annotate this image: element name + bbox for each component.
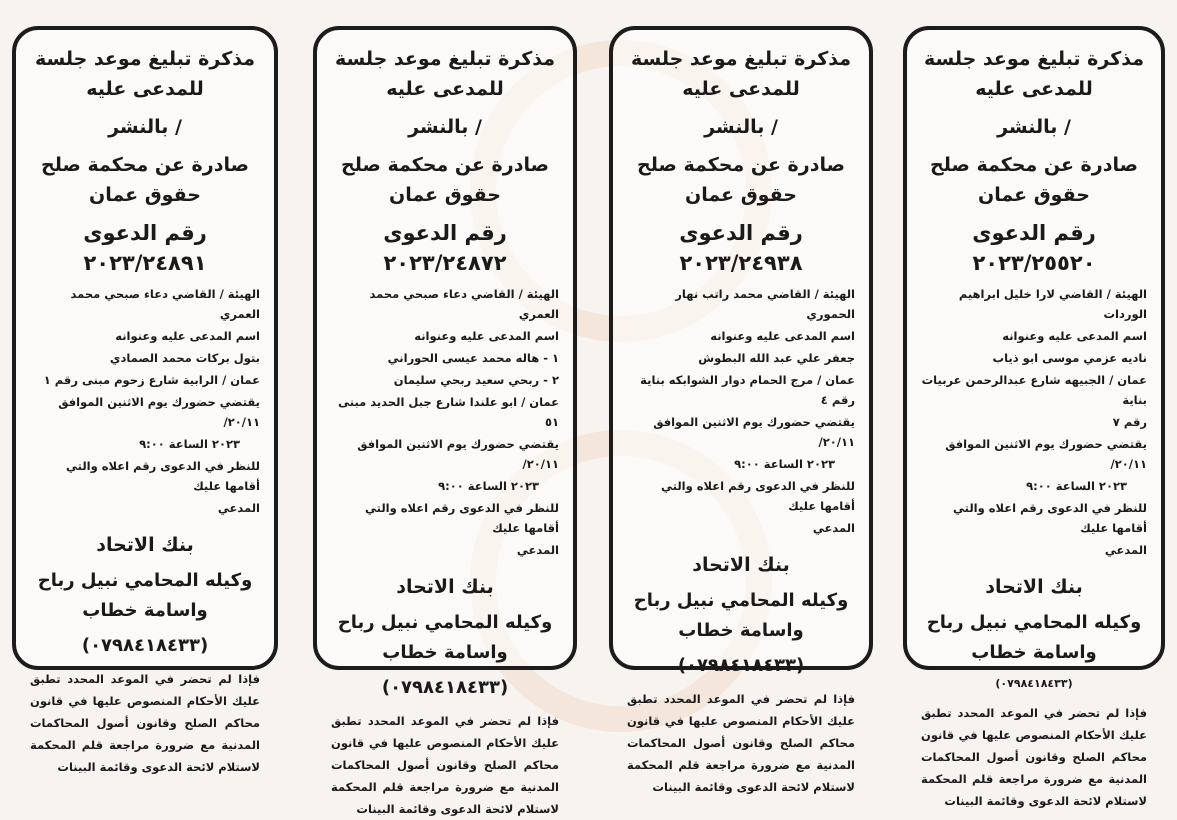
plaintiff-bank: بنك الاتحاد [96,534,194,556]
lawyer-phone: (٠٧٩٨٤١٨٤٣٣) [381,677,509,698]
defendant-address: عمان / ابو علندا شارع جبل الحديد مبنى ٥١ [338,395,559,429]
hearing-date: يقتضي حضورك يوم الاثنين الموافق ٢٠/١١/ [58,395,260,429]
lawyer-name: وكيله المحامي نبيل رباح واسامة خطاب [633,590,849,641]
lawyer-name: وكيله المحامي نبيل رباح واسامة خطاب [926,612,1142,663]
judge-line: الهيئة / القاضي دعاء صبحي محمد العمري [369,287,559,321]
judge-line: الهيئة / القاضي دعاء صبحي محمد العمري [70,287,260,321]
case-purpose: للنظر في الدعوى رقم اعلاه والتي أقامها عليك [365,501,559,535]
hearing-date: يقتضي حضورك يوم الاثنين الموافق ٢٠/١١/ [357,437,559,471]
case-number: رقم الدعوى ٢٠٢٣/٢٤٨٩١ [83,221,207,275]
defendant-heading: اسم المدعى عليه وعنوانه [414,329,559,343]
defendant-address-cont: رقم ٧ [1112,415,1147,429]
hearing-time: ٢٠٢٣ الساعة ٩:٠٠ [734,457,835,471]
notice-title-method: / بالنشر [997,116,1071,138]
defendant-address: عمان / الرابية شارع زحوم مبنى رقم ١ [43,373,260,387]
lawyer-name: وكيله المحامي نبيل رباح واسامة خطاب [337,612,553,663]
plaintiff-label: المدعي [516,543,559,557]
notice-card [12,26,278,774]
case-purpose: للنظر في الدعوى رقم اعلاه والتي أقامها عليك [953,501,1147,535]
lawyer-phone: (٠٧٩٨٤١٨٤٣٣) [677,655,805,676]
defendant-name: ٢ - ربحي سعيد ربحي سليمان [393,373,559,387]
court-name: صادرة عن محكمة صلح حقوق عمان [637,154,845,206]
court-name: صادرة عن محكمة صلح حقوق عمان [341,154,549,206]
notice-title: مذكرة تبليغ موعد جلسة للمدعى عليه [35,48,255,100]
plaintiff-bank: بنك الاتحاد [985,576,1083,598]
defendant-name: بتول بركات محمد الصمادي [109,351,260,365]
plaintiff-label: المدعي [1104,543,1147,557]
defendant-heading: اسم المدعى عليه وعنوانه [1002,329,1147,343]
lawyer-name: وكيله المحامي نبيل رباح واسامة خطاب [37,570,253,621]
defendant-heading: اسم المدعى عليه وعنوانه [115,329,260,343]
plaintiff-label: المدعي [812,521,855,535]
defendant-address: عمان / مرج الحمام دوار الشوابكه بناية رقم ٤ [640,373,855,407]
case-number: رقم الدعوى ٢٠٢٣/٢٤٨٧٢ [383,221,507,275]
warning-text: فإذا لم تحضر في الموعد المحدد تطبق عليك الأحكام المنصوص عليها في قانون محاكم الصلح وقانون أصول المحاكمات المدنية مع ضرورة مراجعة قلم المحكمة لاستلام لائحة الدعوى وقائمة البينات [921,706,1147,808]
notice-card [609,26,873,794]
court-name: صادرة عن محكمة صلح حقوق عمان [41,154,249,206]
hearing-time: ٢٠٢٣ الساعة ٩:٠٠ [438,479,539,493]
lawyer-phone: (٠٧٩٨٤١٨٤٣٣) [81,635,209,656]
lawyer-phone: (٠٧٩٨٤١٨٤٣٣) [995,677,1073,690]
notice-card [903,26,1165,808]
warning-text: فإذا لم تحضر في الموعد المحدد تطبق عليك الأحكام المنصوص عليها في قانون محاكم الصلح وقانون أصول المحاكمات المدنية مع ضرورة مراجعة قلم المحكمة لاستلام لائحة الدعوى وقائمة البينات [331,714,559,816]
judge-line: الهيئة / القاضي لارا خليل ابراهيم الوردات [958,287,1147,321]
notice-title: مذكرة تبليغ موعد جلسة للمدعى عليه [631,48,851,100]
defendant-name: جعفر علي عبد الله البطوش [698,351,855,365]
defendant-name: ١ - هاله محمد عيسى الحوراني [387,351,559,365]
plaintiff-bank: بنك الاتحاد [396,576,494,598]
judge-line: الهيئة / القاضي محمد راتب نهار الحموري [675,287,855,321]
hearing-date: يقتضي حضورك يوم الاثنين الموافق ٢٠/١١/ [653,415,855,449]
notice-title-method: / بالنشر [408,116,482,138]
notice-card [313,26,577,816]
court-name: صادرة عن محكمة صلح حقوق عمان [930,154,1138,206]
case-purpose: للنظر في الدعوى رقم اعلاه والتي أقامها عليك [66,459,260,493]
case-purpose: للنظر في الدعوى رقم اعلاه والتي أقامها عليك [661,479,855,513]
defendant-address: عمان / الجبيهه شارع عبدالرحمن عربيات بناية [921,373,1147,407]
warning-text: فإذا لم تحضر في الموعد المحدد تطبق عليك الأحكام المنصوص عليها في قانون محاكم الصلح وقانون أصول المحاكمات المدنية مع ضرورة مراجعة قلم المحكمة لاستلام لائحة الدعوى وقائمة البينات [30,672,260,774]
hearing-time: ٢٠٢٣ الساعة ٩:٠٠ [1026,479,1127,493]
defendant-heading: اسم المدعى عليه وعنوانه [710,329,855,343]
case-number: رقم الدعوى ٢٠٢٣/٢٥٥٢٠ [972,221,1096,275]
case-number: رقم الدعوى ٢٠٢٣/٢٤٩٣٨ [679,221,803,275]
notice-title: مذكرة تبليغ موعد جلسة للمدعى عليه [924,48,1144,100]
warning-text: فإذا لم تحضر في الموعد المحدد تطبق عليك الأحكام المنصوص عليها في قانون محاكم الصلح وقانون أصول المحاكمات المدنية مع ضرورة مراجعة قلم المحكمة لاستلام لائحة الدعوى وقائمة البينات [627,692,855,794]
hearing-time: ٢٠٢٣ الساعة ٩:٠٠ [139,437,240,451]
plaintiff-label: المدعي [217,501,260,515]
defendant-name: ناديه عزمي موسى ابو ذياب [992,351,1147,365]
notice-title: مذكرة تبليغ موعد جلسة للمدعى عليه [335,48,555,100]
notice-title-method: / بالنشر [704,116,778,138]
hearing-date: يقتضي حضورك يوم الاثنين الموافق ٢٠/١١/ [945,437,1147,471]
notice-title-method: / بالنشر [108,116,182,138]
plaintiff-bank: بنك الاتحاد [692,554,790,576]
